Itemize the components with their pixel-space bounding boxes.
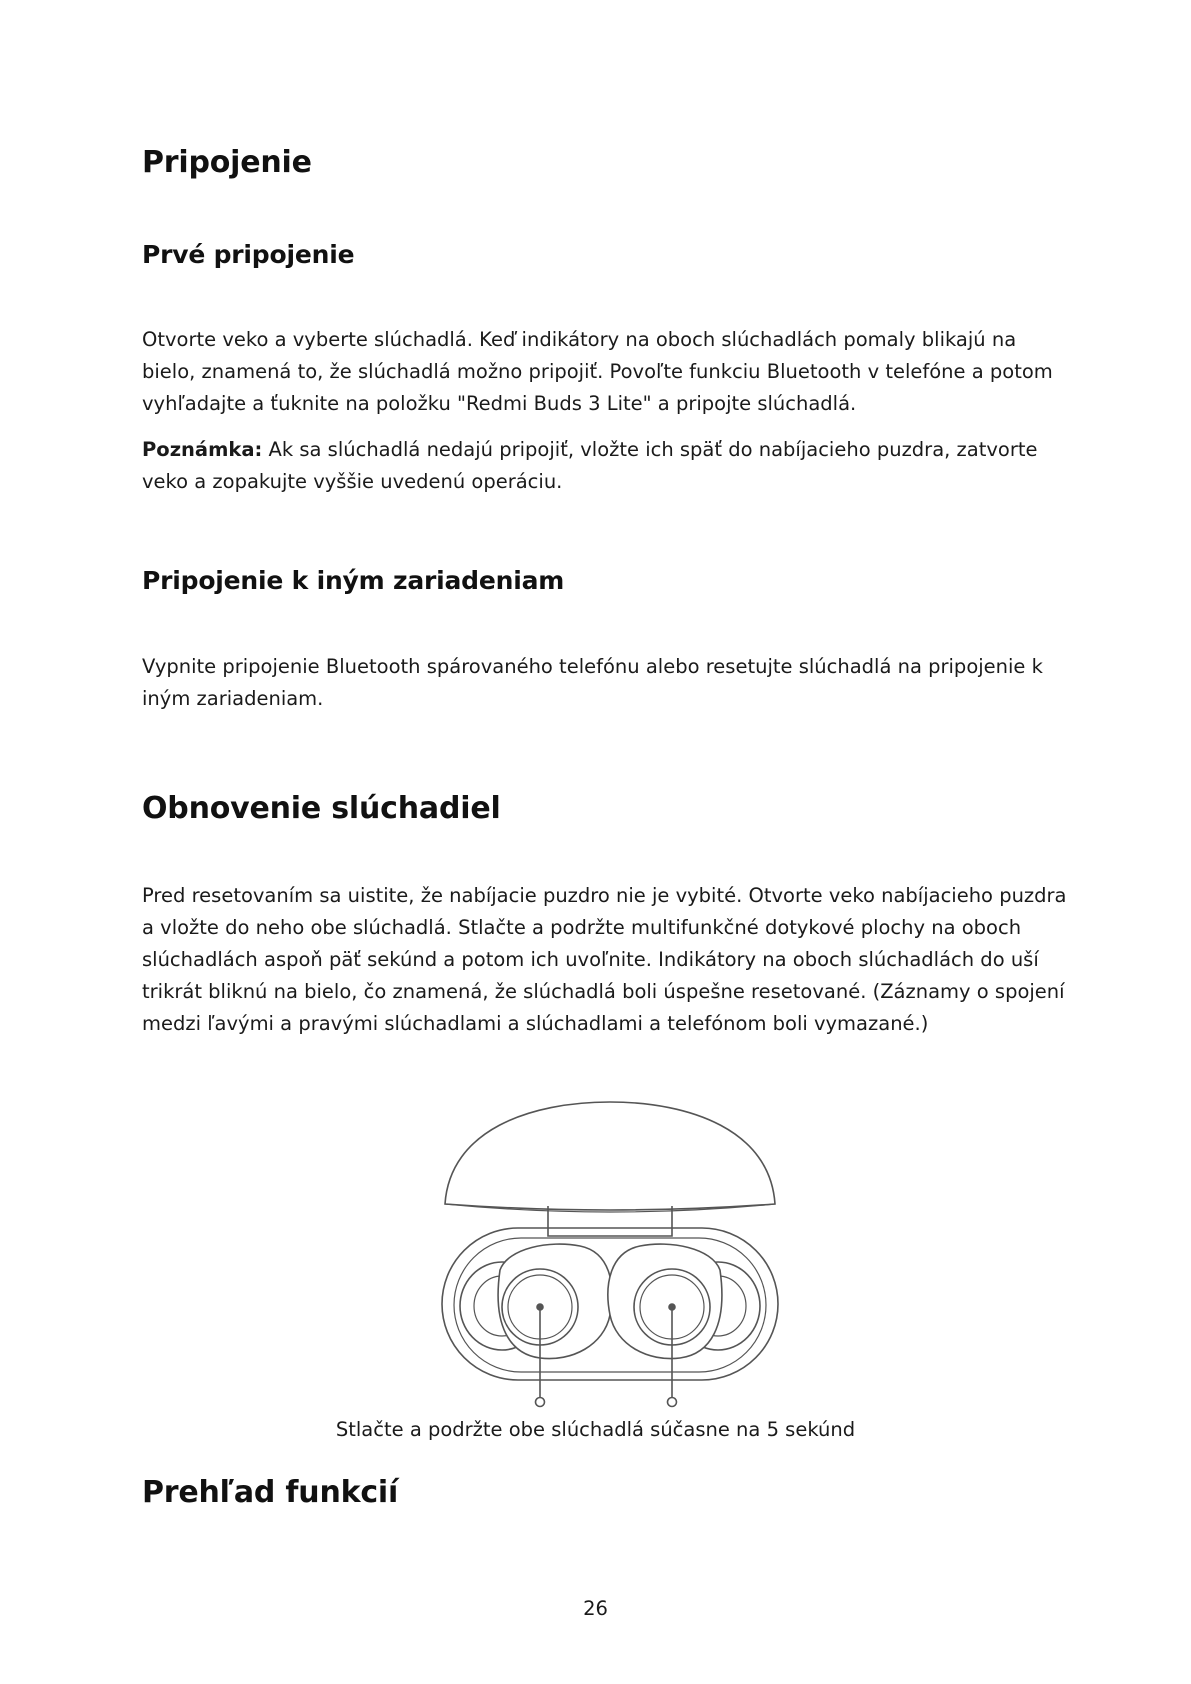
left-callout-marker: [536, 1398, 545, 1407]
earbuds-case-illustration: [440, 1100, 780, 1410]
note-label: Poznámka:: [142, 438, 263, 461]
paragraph-ine-zariadenia: Vypnite pripojenie Bluetooth spárovaného telefónu alebo resetujte slúchadlá na pripojenie k iným zariadeniam.: [142, 655, 1043, 710]
heading-obnovenie: Obnovenie slúchadiel: [142, 791, 501, 826]
paragraph-obnovenie: Pred resetovaním sa uistite, že nabíjacie puzdro nie je vybité. Otvorte veko nabíjacieho puzdra a vložte do neho obe slúchadlá. Stlačte a podržte multifunkčné dotykové plochy na oboch slúchadlách aspoň päť sekúnd a potom ich uvoľnite. Indikátory na oboch slúchadlách do uší trikrát bliknú na bielo, čo znamená, že slúchadlá boli úspešne resetované. (Záznamy o spojení medzi ľavými a pravými slúchadlami a slúchadlami a telefónom boli vymazané.): [142, 884, 1067, 1035]
heading-ine-zariadenia: Pripojenie k iným zariadeniam: [142, 566, 565, 595]
note-paragraph: [142, 434, 1072, 498]
right-callout-marker: [668, 1398, 677, 1407]
heading-prve-pripojenie: Prvé pripojenie: [142, 240, 355, 269]
case-lid: [445, 1102, 775, 1210]
paragraph-prve-pripojenie: Otvorte veko a vyberte slúchadlá. Keď indikátory na oboch slúchadlách pomaly blikajú na bielo, znamená to, že slúchadlá možno pripojiť. Povoľte funkciu Bluetooth v telefóne a potom vyhľadajte a ťuknite na položku "Redmi Buds 3 Lite" a pripojte slúchadlá.: [142, 328, 1053, 415]
note-text: Ak sa slúchadlá nedajú pripojiť, vložte ich späť do nabíjacieho puzdra, zatvorte veko a zopakujte vyššie uvedenú operáciu.: [142, 438, 1038, 493]
heading-prehlad: Prehľad funkcií: [142, 1475, 399, 1510]
figure-caption: Stlačte a podržte obe slúchadlá súčasne na 5 sekúnd: [335, 1418, 856, 1441]
heading-pripojenie: Pripojenie: [142, 145, 312, 180]
right-earbud: [608, 1244, 722, 1359]
page-number: 26: [583, 1597, 608, 1620]
